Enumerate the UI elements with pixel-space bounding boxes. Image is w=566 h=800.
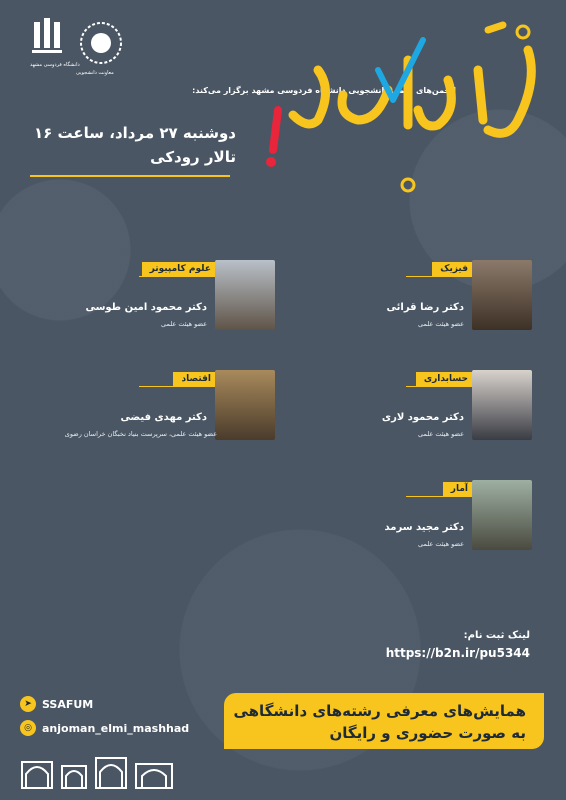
field-tag: آمار [443, 482, 476, 496]
speaker-card [384, 480, 532, 556]
tag-line [406, 276, 476, 277]
speaker-photo [215, 370, 275, 440]
field-tag: فیزیک [432, 262, 476, 276]
skyline-decoration [18, 752, 178, 790]
speaker-name: دکتر محمود امین طوسی [85, 302, 207, 313]
event-date-time: دوشنبه ۲۷ مرداد، ساعت ۱۶ [34, 124, 236, 142]
bottom-banner-line-1: همایش‌های معرفی رشته‌های دانشگاهی [233, 702, 526, 720]
speaker-photo [472, 480, 532, 550]
speaker-photo [472, 370, 532, 440]
speaker-photo [215, 260, 275, 330]
speaker-name: دکتر رضا قرائی [386, 302, 464, 313]
tag-line [139, 386, 219, 387]
speaker-role: عضو هیئت علمی [418, 320, 464, 328]
university-logo [30, 16, 64, 56]
registration-label: لینک ثبت نام: [463, 630, 530, 641]
speaker-card [85, 260, 275, 336]
field-tag: حسابداری [416, 372, 476, 386]
speaker-card [386, 260, 532, 336]
tag-line [406, 386, 476, 387]
organizers-note: انجمن‌های علمی دانشجویی دانشگاه فردوسی مشهد برگزار می‌کند: [192, 86, 456, 95]
instagram-row[interactable] [20, 720, 220, 736]
speaker-name: دکتر محمود لاری [381, 412, 464, 423]
social-links [20, 696, 220, 744]
telegram-row[interactable] [20, 696, 220, 712]
speaker-role: عضو هیئت علمی [161, 320, 207, 328]
divider [30, 175, 230, 177]
speaker-name: دکتر مهدی فیضی [120, 412, 207, 423]
logo-a-caption: دانشگاه فردوسی مشهد [30, 62, 80, 68]
speaker-role: عضو هیئت علمی [418, 430, 464, 438]
logo-b-caption: معاونت دانشجویی [76, 70, 114, 76]
tag-line [406, 496, 476, 497]
field-tag: علوم کامپیوتر [142, 262, 219, 276]
telegram-handle: SSAFUM [42, 697, 94, 711]
instagram-icon: ◎ [20, 720, 36, 736]
speaker-card [64, 370, 275, 446]
telegram-icon: ➤ [20, 696, 36, 712]
registration-link[interactable]: https://b2n.ir/pu5344 [385, 646, 530, 660]
field-tag: اقتصاد [173, 372, 219, 386]
tag-line [139, 276, 219, 277]
title-art [258, 10, 558, 200]
instagram-handle: anjoman_elmi_mashhad [42, 721, 190, 735]
association-logo [76, 18, 126, 68]
logos [30, 16, 120, 76]
speaker-role: عضو هیئت علمی، سرپرست بنیاد نخبگان خراسان رضوی [64, 430, 217, 438]
speaker-role: عضو هیئت علمی [418, 540, 464, 548]
event-venue: تالار رودکی [150, 148, 236, 166]
bottom-banner-line-2: به صورت حضوری و رایگان [329, 724, 526, 742]
speaker-photo [472, 260, 532, 330]
speaker-name: دکتر مجید سرمد [384, 522, 464, 533]
speaker-card [381, 370, 532, 446]
